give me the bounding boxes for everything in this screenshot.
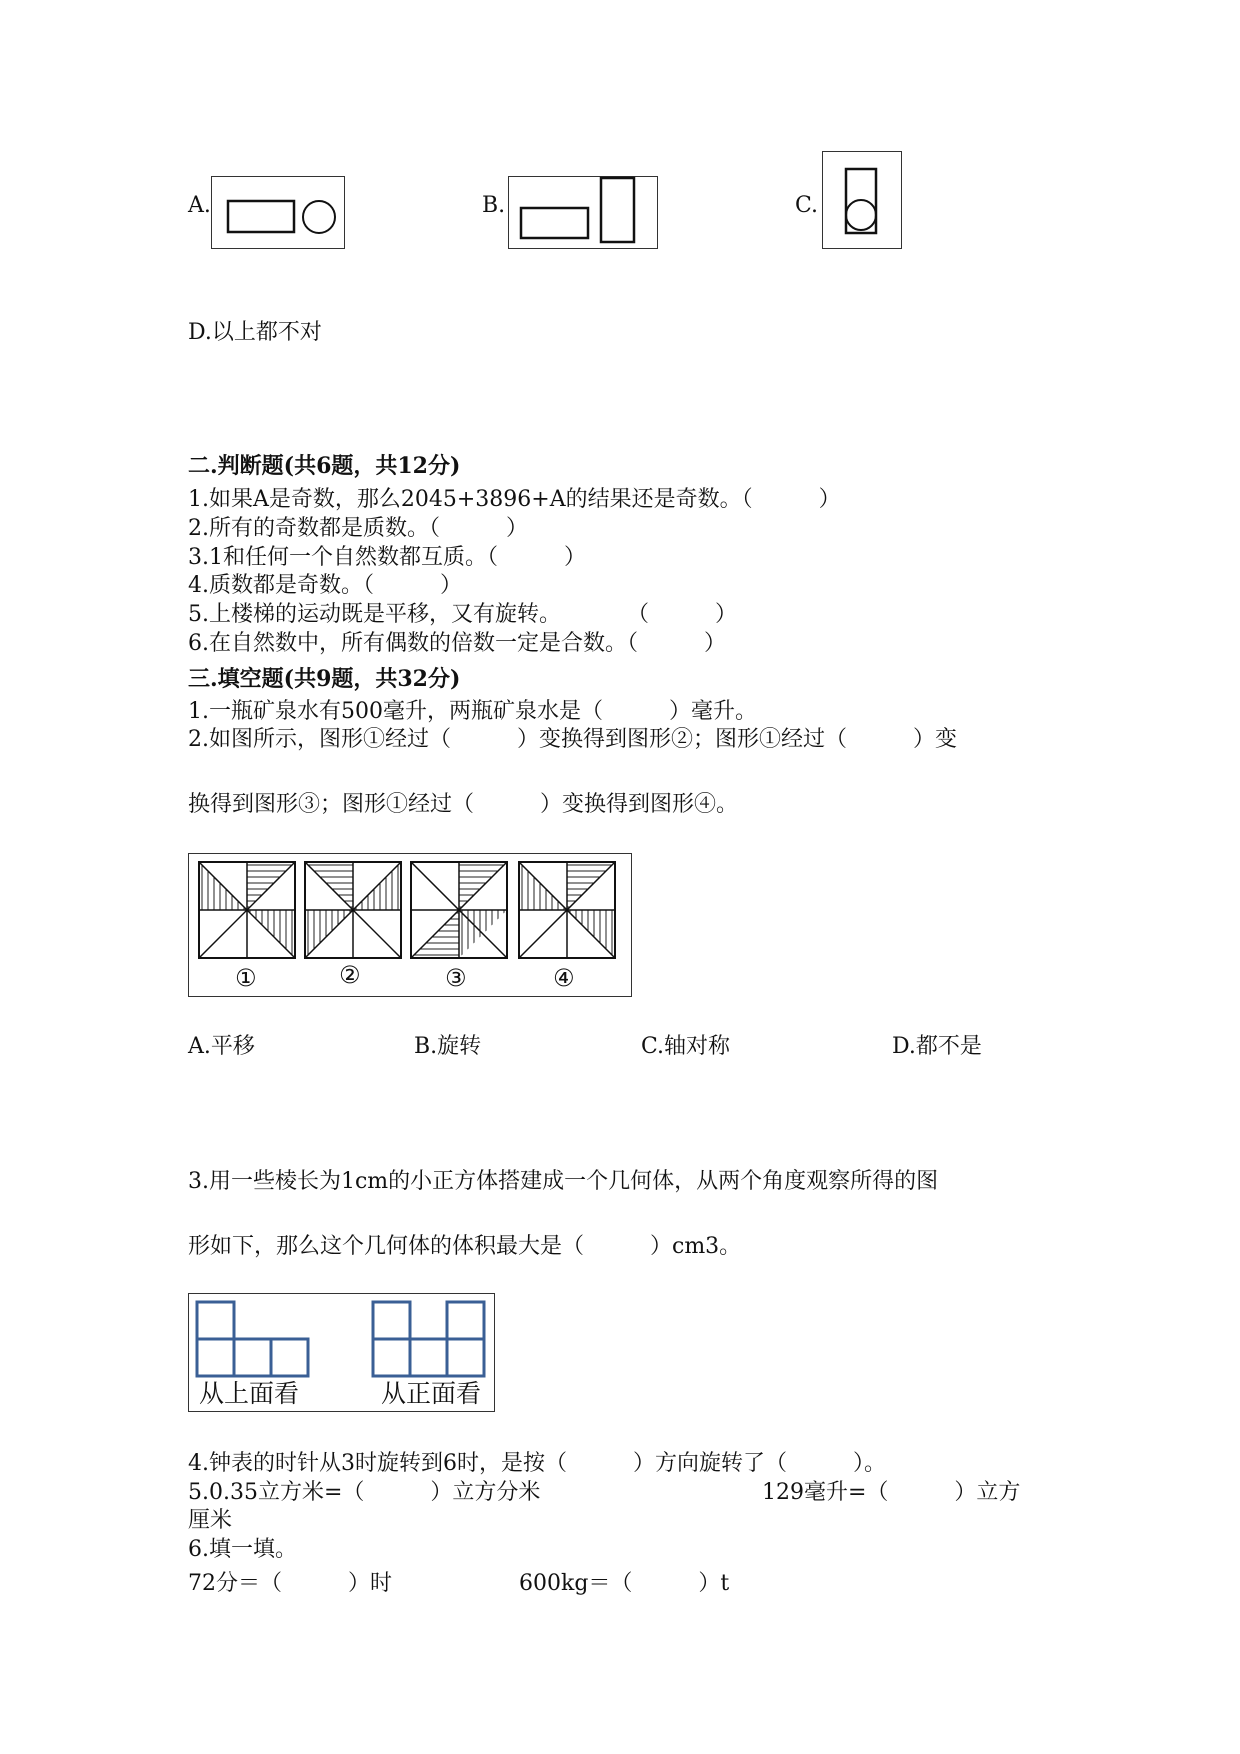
judge-item-2: 2.所有的奇数都是质数。（ ） — [188, 516, 528, 541]
fill-item-2-line2: 换得到图形③；图形①经过（ ）变换得到图形④。 — [188, 792, 739, 817]
fill-item-2-line1: 2.如图所示，图形①经过（ ）变换得到图形②；图形①经过（ ）变 — [188, 727, 957, 752]
views-figure — [188, 1293, 495, 1412]
option-a-label: A. — [188, 193, 211, 218]
option-c-figure — [822, 151, 902, 249]
fill-item-5-line2: 厘米 — [188, 1508, 233, 1533]
fill-item-5-part1: 5.0.35立方米=（ ）立方分米 — [188, 1480, 541, 1505]
option-d: D.以上都不对 — [188, 320, 322, 345]
figure-1-label: ① — [235, 964, 257, 992]
option-b-label: B. — [482, 193, 506, 218]
judge-item-1: 1.如果A是奇数，那么2045+3896+A的结果还是奇数。（ ） — [188, 487, 841, 512]
figure-2 — [305, 862, 401, 958]
judge-item-4: 4.质数都是奇数。（ ） — [188, 573, 462, 598]
judge-item-5: 5.上楼梯的运动既是平移，又有旋转。 （ ） — [188, 602, 737, 627]
front-view-label: 从正面看 — [381, 1379, 482, 1408]
section2-title: 二.判断题(共6题，共12分) — [188, 453, 461, 479]
fill-item-6-b: 600kg＝（ ）t — [519, 1571, 730, 1596]
fill-item-1: 1.一瓶矿泉水有500毫升，两瓶矿泉水是（ ）毫升。 — [188, 699, 757, 724]
figure-4 — [519, 862, 615, 958]
fill-2-option-c: C.轴对称 — [641, 1034, 731, 1059]
fill-item-4: 4.钟表的时针从3时旋转到6时，是按（ ）方向旋转了（ ）。 — [188, 1451, 886, 1476]
option-b-figure — [508, 176, 658, 249]
figure-2-label: ② — [339, 961, 361, 989]
option-a-figure — [211, 176, 345, 249]
option-c-label: C. — [795, 193, 819, 218]
fill-item-3-line2: 形如下，那么这个几何体的体积最大是（ ）cm3。 — [188, 1234, 742, 1259]
figure-3-label: ③ — [445, 964, 467, 992]
fill-2-option-d: D.都不是 — [892, 1034, 982, 1059]
fill-item-5-part2: 129毫升=（ ）立方 — [762, 1480, 1021, 1505]
fill-item-6-title: 6.填一填。 — [188, 1537, 297, 1562]
fill-item-3-line1: 3.用一些棱长为1cm的小正方体搭建成一个几何体，从两个角度观察所得的图 — [188, 1169, 939, 1194]
fill-item-6-a: 72分＝（ ）时 — [188, 1571, 392, 1596]
fill-2-option-a: A.平移 — [188, 1034, 255, 1059]
figure-4-label: ④ — [553, 964, 575, 992]
figure-3 — [411, 862, 507, 958]
fill-2-option-b: B.旋转 — [414, 1034, 482, 1059]
section3-title: 三.填空题(共9题，共32分) — [188, 666, 461, 692]
figure-1 — [199, 862, 295, 958]
top-view-label: 从上面看 — [199, 1379, 300, 1408]
judge-item-6: 6.在自然数中，所有偶数的倍数一定是合数。（ ） — [188, 631, 726, 656]
judge-item-3: 3.1和任何一个自然数都互质。（ ） — [188, 545, 586, 570]
transform-figures — [188, 853, 632, 997]
